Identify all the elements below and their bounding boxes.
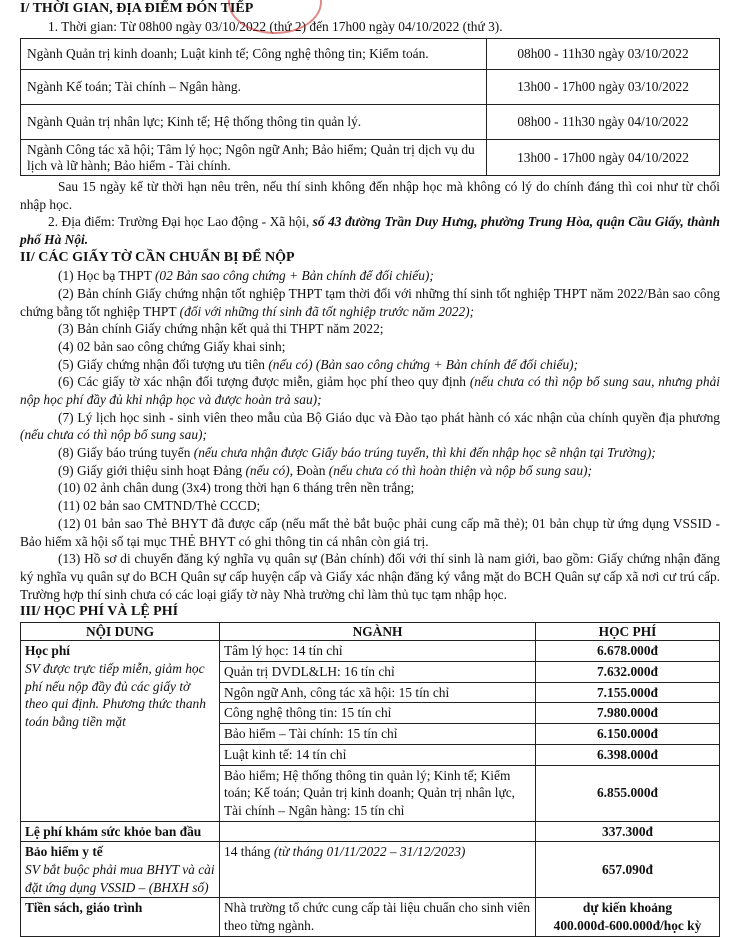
tuition-desc: SV được trực tiếp miễn, giảm học phí nếu nộp đầy đủ các giấy tờ theo qui định. Phương thức thanh toán bằng tiền mặt [25, 661, 206, 730]
fee-cell: 7.632.000đ [536, 662, 720, 683]
list-item [20, 285, 720, 320]
schedule-time: 13h00 - 17h00 ngày 03/10/2022 [487, 70, 720, 105]
tuition-title: Học phí [25, 643, 71, 659]
list-item-text: , Đoàn [289, 462, 329, 478]
list-item [20, 515, 720, 550]
list-item [20, 409, 720, 444]
list-item-text: (2) Bản chính Giấy chứng nhận tốt nghiệp THPT tạm thời đối với những thí sinh tốt nghiệp THPT năm 2022/Bản sao công chứng bằng tốt nghiệp THPT [20, 285, 720, 319]
major-cell: Quản trị DVDL&LH: 16 tín chỉ [220, 662, 536, 683]
fee-cell: 6.398.000đ [536, 744, 720, 765]
schedule-time: 13h00 - 17h00 ngày 04/10/2022 [487, 140, 720, 176]
schedule-major: Ngành Kế toán; Tài chính – Ngân hàng. [21, 70, 487, 105]
fee-cell: 6.855.000đ [536, 765, 720, 821]
list-item-note: (02 Bản sao công chứng + Bản chính để đối chiếu); [154, 268, 434, 284]
list-item [20, 338, 720, 356]
schedule-major: Ngành Công tác xã hội; Tâm lý học; Ngôn ngữ Anh; Bảo hiểm; Quản trị dịch vụ du lịch và lữ hành; Bảo hiểm - Tài chính. [21, 140, 487, 176]
major-cell: Ngôn ngữ Anh, công tác xã hội: 15 tín chỉ [220, 682, 536, 703]
table-row [21, 70, 720, 105]
major-cell: Bảo hiểm – Tài chính: 15 tín chỉ [220, 724, 536, 745]
list-item [20, 497, 720, 515]
list-item [20, 462, 720, 480]
column-header: NỘI DUNG [21, 622, 220, 641]
list-item-text: (4) 02 bản sao công chứng Giấy khai sinh; [58, 338, 286, 354]
place-line [20, 213, 720, 248]
major-cell: Công nghệ thông tin: 15 tín chỉ [220, 703, 536, 724]
section-2-heading: II/ CÁC GIẤY TỜ CẦN CHUẨN BỊ ĐỂ NỘP [20, 249, 295, 265]
schedule-major: Ngành Quản trị nhân lực; Kinh tế; Hệ thống thông tin quản lý. [21, 105, 487, 140]
table-header-row [21, 622, 720, 641]
list-item-text: (8) Giấy báo trúng tuyển [58, 445, 194, 461]
books-title: Tiền sách, giáo trình [21, 898, 220, 936]
table-row [21, 140, 720, 176]
column-header: HỌC PHÍ [536, 622, 720, 641]
list-item [20, 479, 720, 497]
table-row [21, 898, 720, 936]
schedule-major: Ngành Quản trị kinh doanh; Luật kinh tế; Công nghệ thông tin; Kiểm toán. [21, 39, 487, 70]
list-item-text: (9) Giấy giới thiệu sinh hoạt Đảng [58, 462, 246, 478]
document-list [20, 267, 720, 603]
list-item-note: (nếu chưa nhận được Giấy báo trúng tuyển, thì khi đến nhập học sẽ nhận tại Trường); [193, 445, 656, 461]
insurance-cell [21, 842, 220, 898]
place-label: 2. Địa điểm: Trường Đại học Lao động - Xã hội, [48, 214, 313, 230]
major-cell: Tâm lý học: 14 tín chỉ [220, 641, 536, 662]
section-3-heading: III/ HỌC PHÍ VÀ LỆ PHÍ [20, 604, 179, 620]
list-item-text: (11) 02 bản sao CMTND/Thẻ CCCD; [58, 498, 261, 514]
books-fee-line2: 400.000đ-600.000đ/học kỳ [553, 918, 702, 934]
list-item-note: (nếu chưa có thì nộp bổ sung sau); [20, 427, 207, 443]
list-item [20, 373, 720, 408]
list-item [20, 550, 720, 603]
table-row [21, 105, 720, 140]
list-item-text: (13) Hồ sơ di chuyển đăng ký nghĩa vụ quân sự (Bản chính) đối với thí sinh là nam giới, bao gồm: Giấy chứng nhận đăng ký nghĩa vụ quân sự do BCH Quân sự cấp huyện cấp và Giấy xác nhận đăng ký vắng mặt do BCH Quân sự cấp xã nơi cư trú cấp. Trường hợp thí sinh chưa có các loại giấy tờ này Nhà trường chỉ làm thủ tục tạm nhập học. [20, 551, 720, 602]
fee-cell: 6.678.000đ [536, 641, 720, 662]
list-item-text: (6) Các giấy tờ xác nhận đối tượng được miễn, giảm học phí theo quy định [58, 374, 470, 390]
fee-cell: 7.980.000đ [536, 703, 720, 724]
fee-cell: 657.090đ [536, 842, 720, 898]
table-row [21, 39, 720, 70]
fee-cell: 337.300đ [536, 821, 720, 842]
insurance-period [220, 842, 536, 898]
insurance-desc: SV bắt buộc phải mua BHYT và cài đặt ứng dụng VSSID – (BHXH số) [25, 861, 215, 895]
list-item-text: (1) Học bạ THPT [58, 268, 155, 284]
schedule-table [20, 38, 720, 176]
list-item-text: (3) Bản chính Giấy chứng nhận kết quả thi THPT năm 2022; [58, 321, 384, 337]
list-item-text: (12) 01 bản sao Thẻ BHYT đã được cấp (nếu mất thẻ bắt buộc phải cung cấp mã thẻ); 01 bản chụp từ ứng dụng VSSID - Bảo hiểm xã hội số tại mục THẺ BHYT có ghi thông tin cá nhân còn giá trị. [20, 515, 720, 549]
table-row [21, 641, 720, 662]
major-cell: Bảo hiểm; Hệ thống thông tin quản lý; Kinh tế; Kiểm toán; Kế toán; Quản trị kinh doanh; Quản trị nhân lực, Tài chính – Ngân hàng: 15 tín chỉ [220, 765, 536, 821]
list-item-text: (10) 02 ảnh chân dung (3x4) trong thời hạn 6 tháng trên nền trắng; [58, 480, 415, 496]
time-line: 1. Thời gian: Từ 08h00 ngày 03/10/2022 (thứ 2) đến 17h00 ngày 04/10/2022 (thứ 3). [48, 19, 503, 35]
list-item-note: (nếu chưa có thì hoàn thiện và nộp bổ sung sau); [328, 462, 592, 478]
list-item-note: (đối với những thí sinh đã tốt nghiệp trước năm 2022); [179, 303, 475, 319]
absence-note: Sau 15 ngày kể từ thời hạn nêu trên, nếu thí sinh không đến nhập học mà không có lý do chính đáng thì coi như từ chối nhập học. [20, 178, 720, 212]
insurance-months: 14 tháng [224, 844, 274, 860]
list-item-note: (nếu có) (Bản sao công chứng + Bản chính để đối chiếu); [268, 356, 579, 372]
fee-cell [536, 898, 720, 936]
list-item-text: (7) Lý lịch học sinh - sinh viên theo mẫu của Bộ Giáo dục và Đào tạo phát hành có xác nhận của chính quyền địa phương [58, 409, 720, 425]
table-row [21, 821, 720, 842]
insurance-range: (từ tháng 01/11/2022 – 31/12/2023) [273, 844, 466, 860]
empty-cell [220, 821, 536, 842]
list-item [20, 267, 720, 285]
document-page [20, 0, 720, 937]
place-value: số 43 đường Trần Duy Hưng, phường Trung Hòa, quận Cầu Giấy, thành phố Hà Nội. [20, 214, 720, 248]
list-item [20, 444, 720, 462]
table-row [21, 842, 720, 898]
section-1-heading: I/ THỜI GIAN, ĐỊA ĐIỂM ĐÓN TIẾP [20, 1, 254, 16]
insurance-title: Bảo hiểm y tế [25, 844, 103, 860]
list-item [20, 356, 720, 374]
books-fee-line1: dự kiến khoảng [582, 900, 673, 916]
health-check-title: Lệ phí khám sức khỏe ban đầu [21, 821, 220, 842]
major-cell: Luật kinh tế: 14 tín chỉ [220, 744, 536, 765]
list-item-note: (nếu chưa có thì nộp bổ sung sau, nhưng phải nộp học phí đầy đủ khi nhập học và được hoàn trả sau); [20, 374, 720, 407]
schedule-time: 08h00 - 11h30 ngày 04/10/2022 [487, 105, 720, 140]
list-item-text: (5) Giấy chứng nhận đối tượng ưu tiên [58, 356, 269, 372]
fee-table [20, 622, 720, 937]
column-header: NGÀNH [220, 622, 536, 641]
schedule-time: 08h00 - 11h30 ngày 03/10/2022 [487, 39, 720, 70]
list-item-note: (nếu có) [245, 462, 290, 478]
list-item [20, 320, 720, 338]
tuition-cell [21, 641, 220, 821]
fee-cell: 6.150.000đ [536, 724, 720, 745]
books-desc: Nhà trường tổ chức cung cấp tài liệu chuẩn cho sinh viên theo từng ngành. [220, 898, 536, 936]
fee-cell: 7.155.000đ [536, 682, 720, 703]
